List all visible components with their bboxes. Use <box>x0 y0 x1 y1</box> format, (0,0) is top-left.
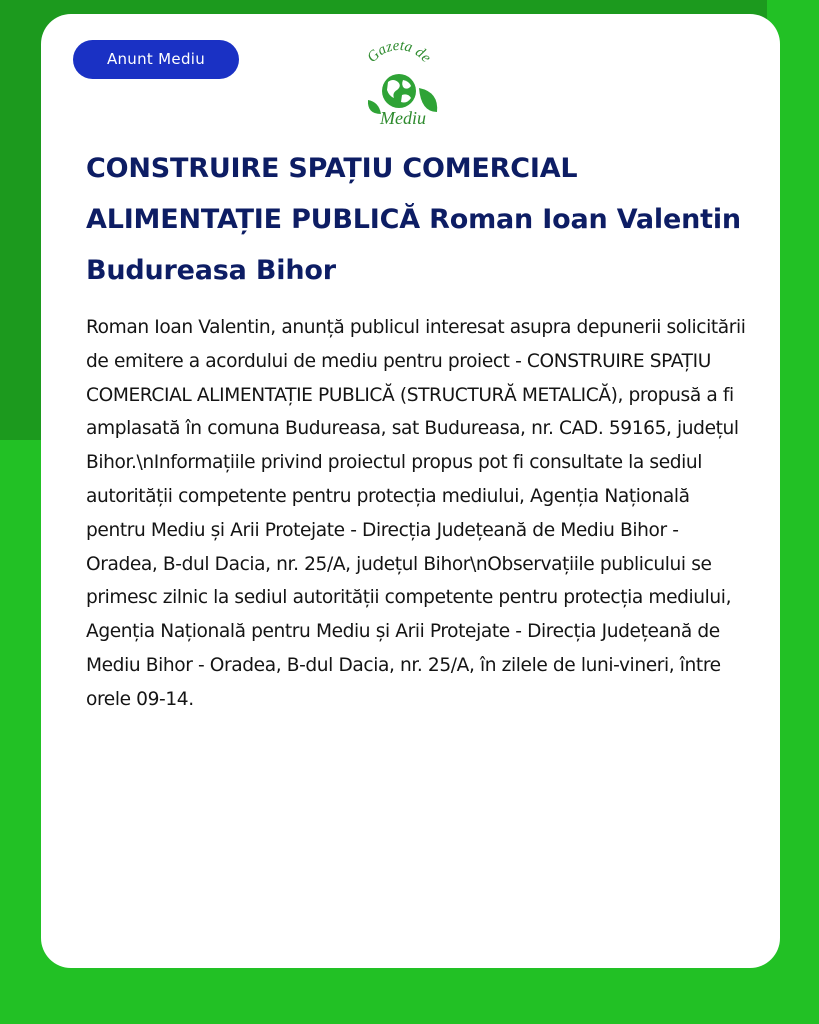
gazeta-de-mediu-logo <box>353 38 445 130</box>
category-badge[interactable]: Anunt Mediu <box>73 40 239 79</box>
globe-icon <box>382 74 416 108</box>
logo-top-text: Gazeta de <box>364 38 435 66</box>
logo-bottom-text: Mediu <box>380 108 426 128</box>
page-title: CONSTRUIRE SPAȚIU COMERCIAL ALIMENTAȚIE PUBLICĂ Roman Ioan Valentin Budureasa Bihor <box>86 153 741 286</box>
announcement-body: Roman Ioan Valentin, anunță publicul interesat asupra depunerii solicitării de emitere a acordului de mediu pentru proiect - CONSTRUIRE SPAȚIU COMERCIAL ALIMENTAȚIE PUBLICĂ (STRUCTURĂ METALICĂ), propusă a fi amplasată în comuna Budureasa, sat Budureasa, nr. CAD. 59165, județul Bihor.\nInformațiile privind proiectul propus pot fi consultate la sediul autorității competente pentru protecția mediului, Agenția Națională pentru Mediu și Arii Protejate - Direcția Județeană de Mediu Bihor - Oradea, B-dul Dacia, nr. 25/A, județul Bihor\nObservațiile publicului se primesc zilnic la sediul autorității competente pentru protecția mediului, Agenția Națională pentru Mediu și Arii Protejate - Direcția Județeană de Mediu Bihor - Oradea, B-dul Dacia, nr. 25/A, în zilele de luni-vineri, între orele 09-14. <box>86 317 746 710</box>
